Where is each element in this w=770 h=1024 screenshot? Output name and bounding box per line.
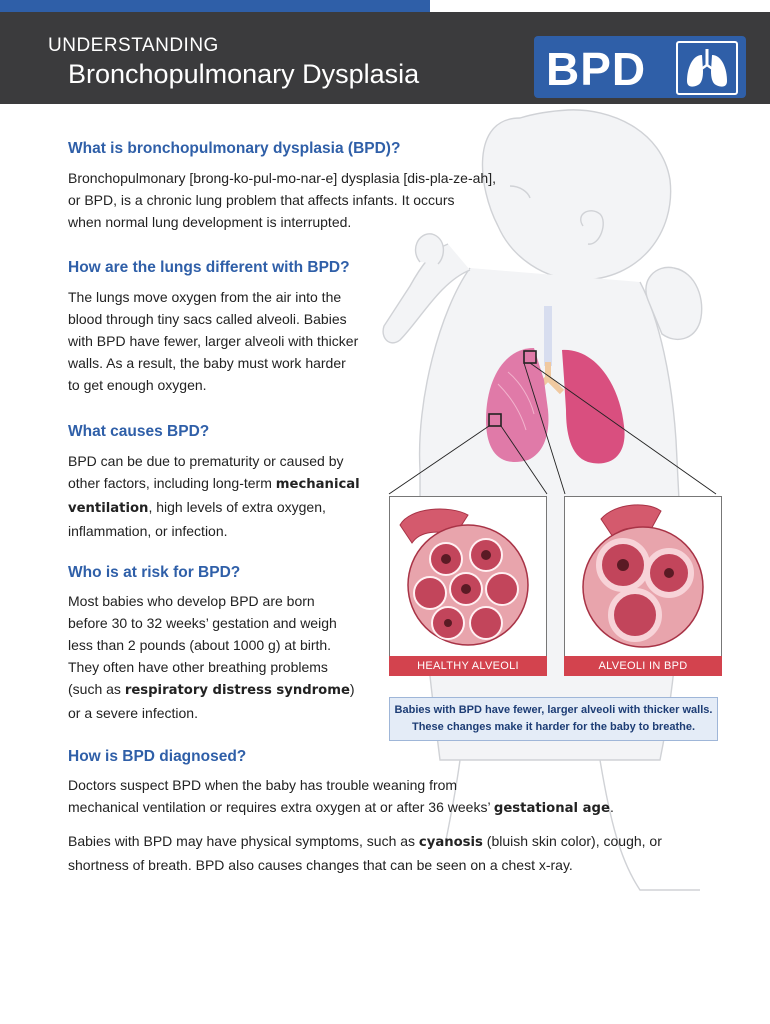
header-kicker: UNDERSTANDING — [48, 35, 219, 56]
text-line: ) — [349, 681, 355, 697]
badge-abbreviation: BPD — [546, 43, 647, 95]
healthy-alveoli-label: HEALTHY ALVEOLI — [389, 656, 547, 676]
caption-line-1: Babies with BPD have fewer, larger alveoli with thicker walls. — [394, 704, 713, 716]
text-line: before 30 to 32 weeks’ gestation and weigh — [68, 615, 337, 631]
text-line: (such as — [68, 681, 125, 697]
page-title: Bronchopulmonary Dysplasia — [68, 59, 420, 89]
term-respiratory-distress-syndrome: respiratory distress syndrome — [124, 683, 350, 698]
text-line: other factors, including long-term — [68, 475, 276, 491]
text-line: , high levels of extra oxygen, — [148, 499, 326, 515]
text-line: or BPD, is a chronic lung problem that affects infants. It occurs — [68, 192, 455, 208]
section-heading-causes: What causes BPD? — [68, 423, 210, 440]
section-body-causes — [68, 450, 388, 542]
text-line: They often have other breathing problems — [68, 659, 328, 675]
text-line: walls. As a result, the baby must work harder — [68, 355, 346, 371]
text-line: Bronchopulmonary [brong-ko-pul-mo-nar-e] dysplasia [dis-pla-ze-ah], — [68, 170, 496, 186]
text-line: Doctors suspect BPD when the baby has trouble weaning from — [68, 777, 458, 793]
text-line: or a severe infection. — [68, 705, 198, 721]
text-line: The lungs move oxygen from the air into the — [68, 289, 342, 305]
text-line: Babies with BPD may have physical symptoms, such as — [68, 833, 419, 849]
text-line: when normal lung development is interrupted. — [68, 214, 352, 230]
text-line: with BPD have fewer, larger alveoli with thicker — [68, 333, 359, 349]
text-line: (bluish skin color), cough, or — [482, 833, 662, 849]
term-mechanical: mechanical — [275, 477, 360, 492]
term-cyanosis: cyanosis — [418, 835, 483, 850]
term-ventilation: ventilation — [68, 501, 149, 516]
section-heading-lungs-different: How are the lungs different with BPD? — [68, 259, 350, 276]
bpd-alveoli-label: ALVEOLI IN BPD — [564, 656, 722, 676]
section-heading-at-risk: Who is at risk for BPD? — [68, 564, 241, 581]
text-line: Most babies who develop BPD are born — [68, 593, 315, 609]
section-body-lungs-different — [68, 286, 398, 396]
section-body-diagnosed-1 — [68, 774, 728, 820]
bpd-alveoli-panel — [564, 496, 722, 660]
text-line: BPD can be due to prematurity or caused by — [68, 453, 344, 469]
text-line: . — [609, 799, 614, 815]
section-body-at-risk — [68, 590, 388, 724]
text-line: blood through tiny sacs called alveoli. Babies — [68, 311, 347, 327]
text-line: less than 2 pounds (about 1000 g) at birth. — [68, 637, 332, 653]
caption-line-2: These changes make it harder for the baby to breathe. — [411, 721, 696, 733]
section-heading-what-is: What is bronchopulmonary dysplasia (BPD)? — [68, 140, 401, 157]
section-body-what-is — [68, 167, 508, 233]
text-line: shortness of breath. BPD also causes changes that can be seen on a chest x-ray. — [68, 857, 573, 873]
section-heading-diagnosed: How is BPD diagnosed? — [68, 748, 247, 765]
text-line: mechanical ventilation or requires extra oxygen at or after 36 weeks’ — [68, 799, 494, 815]
term-gestational-age: gestational age — [493, 801, 610, 816]
healthy-alveoli-panel — [389, 496, 547, 660]
text-line: to get enough oxygen. — [68, 377, 207, 393]
figure-caption — [389, 697, 718, 741]
section-body-diagnosed-2 — [68, 830, 748, 876]
text-line: inflammation, or infection. — [68, 523, 228, 539]
